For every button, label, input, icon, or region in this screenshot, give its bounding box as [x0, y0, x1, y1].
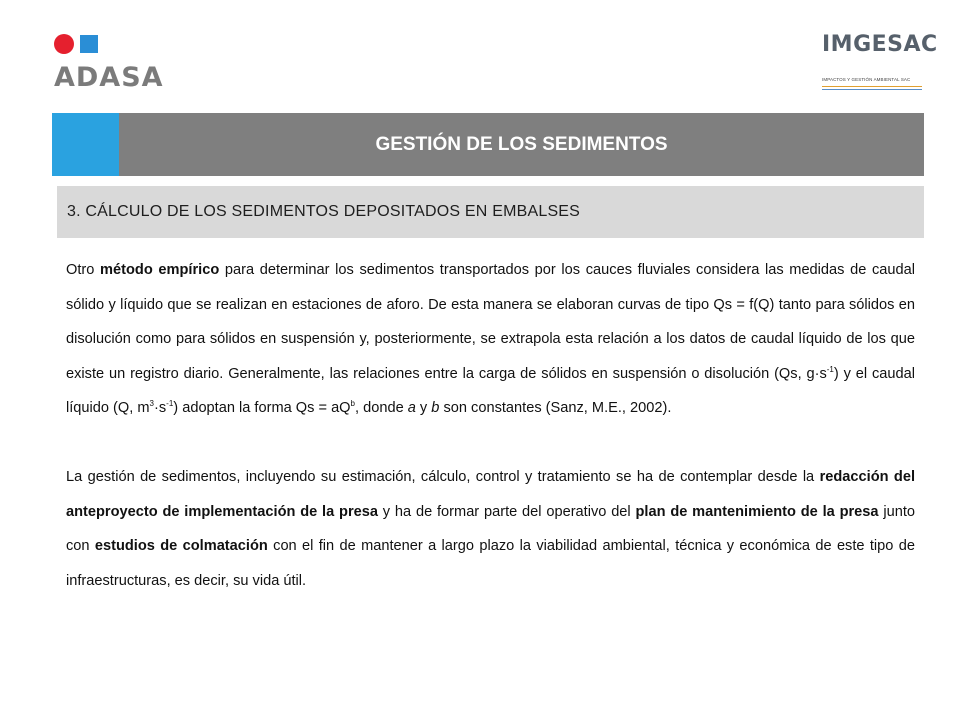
adasa-logo	[54, 34, 174, 94]
superscript: 3	[149, 399, 154, 409]
page-title: GESTIÓN DE LOS SEDIMENTOS	[375, 133, 668, 155]
logo-rule-orange	[822, 86, 922, 87]
blue-square-icon	[80, 35, 98, 53]
imgesac-logo-text: IMGESAC	[822, 32, 938, 57]
red-dot-icon	[54, 34, 74, 54]
text-run: , donde	[355, 400, 408, 417]
bold-run: redacción del anteproyecto de implementación de la presa	[66, 468, 915, 520]
paragraph-1	[66, 253, 915, 426]
text-run: ) adoptan la forma Qs = aQ	[173, 400, 351, 417]
title-bar	[52, 113, 924, 176]
text-run: y ha de formar parte del operativo del	[377, 503, 636, 520]
text-run: junto con	[66, 503, 916, 555]
imgesac-tagline: IMPACTOS Y GESTIÓN AMBIENTAL SAC	[822, 77, 911, 82]
text-run: ) y el caudal líquido (Q, m	[66, 365, 915, 417]
bold-run: estudios de colmatación	[94, 538, 268, 555]
text-run: y	[415, 400, 432, 417]
superscript: -1	[166, 399, 174, 409]
superscript: b	[350, 399, 355, 409]
adasa-logo-text: ADASA	[54, 62, 164, 93]
section-bar	[57, 186, 924, 238]
italic-run: b	[431, 400, 440, 417]
superscript: -1	[826, 364, 834, 374]
title-accent-block	[52, 113, 119, 176]
text-run: Otro	[66, 262, 101, 278]
body-text	[66, 253, 915, 598]
bold-run: método empírico	[100, 262, 220, 278]
bold-run: plan de mantenimiento de la presa	[635, 503, 879, 520]
text-run: son constantes (Sanz, M.E., 2002).	[439, 400, 672, 417]
paragraph-2	[66, 460, 915, 598]
text-run: con el fin de mantener a largo plazo la viabilidad ambiental, técnica y económica de este tipo de infraestructuras, es decir, su vida útil.	[66, 538, 915, 589]
logo-rule-blue	[822, 89, 922, 90]
imgesac-logo	[818, 32, 938, 94]
italic-run: a	[407, 400, 416, 417]
text-run: ·s	[154, 400, 167, 417]
section-title: 3. CÁLCULO DE LOS SEDIMENTOS DEPOSITADOS EN EMBALSES	[67, 203, 581, 220]
text-run: La gestión de sedimentos, incluyendo su estimación, cálculo, control y tratamiento se ha de contemplar desde la	[66, 468, 820, 485]
text-run: para determinar los sedimentos transportados por los cauces fluviales considera las medidas de caudal sólido y líquido que se realizan en estaciones de aforo. De esta manera se elaboran curvas de tipo Qs = f(Q) tanto para sólidos en disolución como para sólidos en suspensión y, posteriormente, se extrapola esta relación a los datos de caudal líquido de los que existe un registro diario. Generalmente, las relaciones entre la carga de sólidos en suspensión o disolución (Qs, g·s	[66, 262, 916, 382]
